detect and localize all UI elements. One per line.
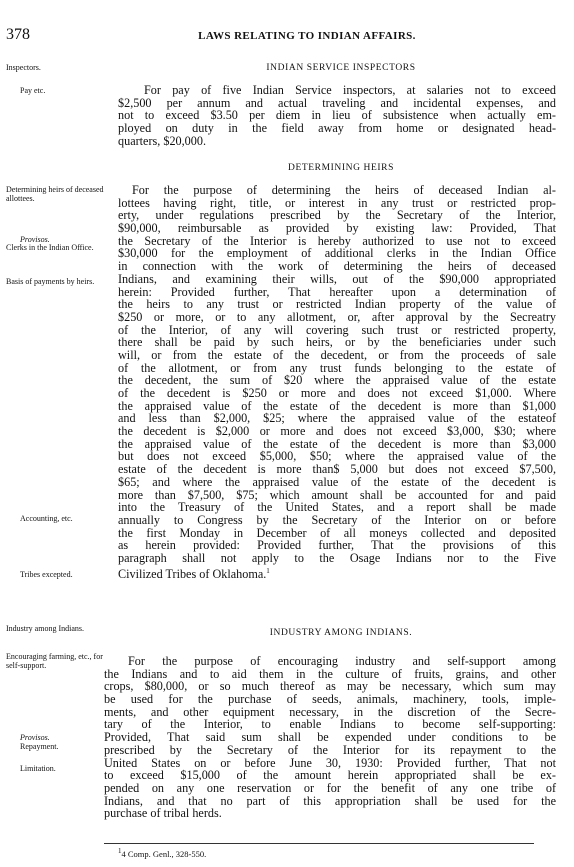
margin-note: Clerks in the Indian Office.	[6, 243, 94, 252]
text-line: and less than $2,000, $25; where the appraised value of the estateof	[118, 411, 556, 426]
paragraph-inspectors	[118, 84, 556, 147]
margin-note: Provisos.	[20, 235, 50, 244]
margin-note: Repayment.	[20, 742, 59, 751]
text-line: quarters, $20,000.	[118, 133, 207, 148]
text-line: the Secretary of the Interior is hereby authorized to use not to exceed	[118, 233, 556, 248]
text-line: in connection with the work of determining the heirs of deceased	[118, 259, 556, 274]
margin-note: Industry among Indians.	[6, 624, 84, 633]
text-line: the first Monday in December of all moneys collected and deposited	[118, 525, 556, 540]
text-line: purchase of tribal herds.	[104, 806, 222, 821]
margin-note: Tribes excepted.	[20, 570, 73, 579]
text-line: paragraph shall not apply to the Osage Indians nor to the Five	[118, 550, 556, 565]
text-line: ments, and other equipment necessary, in the discretion of the Secre-	[104, 704, 556, 719]
text-line: there shall be paid by such heirs, or by the beneficiaries under such	[118, 335, 556, 350]
page-number: 378	[6, 26, 30, 43]
text-line: not to exceed $3.50 per diem in lieu of subsistence when actually em-	[118, 108, 556, 123]
section-heading-heirs: DETERMINING HEIRS	[288, 163, 394, 173]
paragraph-heirs	[118, 183, 556, 581]
paragraph-industry	[104, 655, 556, 820]
text-line: lottees having right, title, or interest in any trust or restricted prop-	[118, 195, 556, 210]
text-line: annually to Congress by the Secretary of the Interior on or before	[118, 512, 556, 527]
section-heading-inspectors: INDIAN SERVICE INSPECTORS	[266, 63, 416, 73]
text-line: the appraised value of the estate of the decedent is more than $1,000	[118, 398, 556, 413]
text-line: the Indians and to aid them in the culture of fruits, grains, and other	[104, 666, 556, 681]
text-line: pended on any one reservation or for the benefit of any one tribe of	[104, 780, 556, 795]
text-line: United States on or before June 30, 1930: Provided further, That not	[104, 755, 556, 770]
margin-note: Encouraging farming, etc., for self-support.	[6, 652, 103, 670]
text-line-content: Civilized Tribes of Oklahoma.	[118, 566, 267, 581]
margin-note: Limitation.	[20, 764, 56, 773]
text-line: of the allotment, or from any trust funds belonging to the estate of	[118, 360, 556, 375]
text-line: Provided, That said sum shall be expended under conditions to be	[104, 730, 556, 745]
running-head: LAWS RELATING TO INDIAN AFFAIRS.	[198, 30, 416, 42]
margin-note: Accounting, etc.	[20, 514, 73, 523]
footnote-mark: 1	[266, 566, 270, 575]
text-line: ployed on duty in the field away from home or designated head-	[118, 121, 556, 136]
text-line: the heirs to any trust or restricted Indian property of the value of	[118, 297, 556, 312]
text-line: $90,000, reimbursable as provided by existing law: Provided, That	[118, 221, 556, 236]
text-line: into the Treasury of the United States, and a report shall be made	[118, 500, 556, 515]
text-line: but does not exceed $5,000, $50; where the appraised value of the	[118, 449, 556, 464]
text-line: of the decedent is $250 or more and does not exceed $1,000. Where	[118, 386, 556, 400]
text-line: $65; and where the appraised value of the estate of the decedent is	[118, 474, 556, 489]
text-line: the appraised value of the estate of the decedent is more than $3,000	[118, 436, 556, 451]
text-line: crops, $80,000, or so much thereof as may be necessary, which sum may	[104, 679, 556, 694]
footnote-text: 4 Comp. Genl., 328-550.	[121, 848, 207, 859]
footnote-rule	[104, 843, 534, 844]
text-line: tary of the Interior, to enable Indians to become self-supporting:	[104, 717, 556, 732]
text-line: For pay of five Indian Service inspectors, at salaries not to exceed	[144, 83, 556, 97]
text-line: will, or from the estate of the decedent, or from the proceeds of sale	[118, 347, 556, 362]
text-line: $30,000 for the employment of additional clerks in the Indian Office	[118, 246, 556, 261]
text-line: $250 or more, or to any allotment, or, after approval by the Secreatry	[118, 309, 556, 324]
text-line: Indians, and examining their wills, out of the $90,000 appropriated	[118, 271, 556, 286]
text-line: $2,500 per annum and actual traveling and incidental expenses, and	[118, 95, 556, 110]
text-line: erty, under regulations prescribed by the Secretary of the Interior,	[118, 208, 556, 223]
margin-note: Pay etc.	[20, 86, 46, 95]
margin-note: Basis of payments by heirs.	[6, 277, 95, 286]
text-line: For the purpose of determining the heirs of deceased Indian al-	[132, 183, 556, 197]
text-line: herein: Provided further, That hereafter upon a determination of	[118, 284, 556, 299]
footnote-mark: 1	[118, 847, 122, 855]
section-heading-industry: INDUSTRY AMONG INDIANS.	[269, 628, 413, 638]
text-line: the decedent, the sum of $20 where the appraised value of the estate	[118, 373, 556, 388]
text-line: For the purpose of encouraging industry and self-support among	[128, 654, 556, 668]
text-line: Indians, and that no part of this appropriation shall be used for the	[104, 793, 556, 808]
margin-note: Provisos.	[20, 733, 50, 742]
text-line: more than $7,500, $75; which amount shall be accounted for and paid	[118, 487, 556, 502]
text-line: as herein provided: Provided further, That the provisions of this	[118, 538, 556, 553]
text-line: the decedent is $2,000 or more and does not exceed $3,000, $30; where	[118, 424, 556, 439]
text-line: prescribed by the Secretary of the Interior for its repayment to the	[104, 742, 556, 757]
text-line: estate of the decedent is more than$ 5,000 but does not exceed $7,500,	[118, 462, 556, 477]
text-line: be used for the purchase of seeds, animals, machinery, tools, imple-	[104, 692, 556, 707]
text-line: to exceed $15,000 of the amount herein appropriated shall be ex-	[104, 768, 556, 783]
text-line: of the Interior, of any will covering such trust or restricted property,	[118, 322, 556, 337]
margin-note: Inspectors.	[6, 63, 41, 72]
margin-note: Determining heirs of deceased allottees.	[6, 185, 104, 203]
text-line	[118, 565, 556, 581]
footnote	[118, 847, 206, 859]
